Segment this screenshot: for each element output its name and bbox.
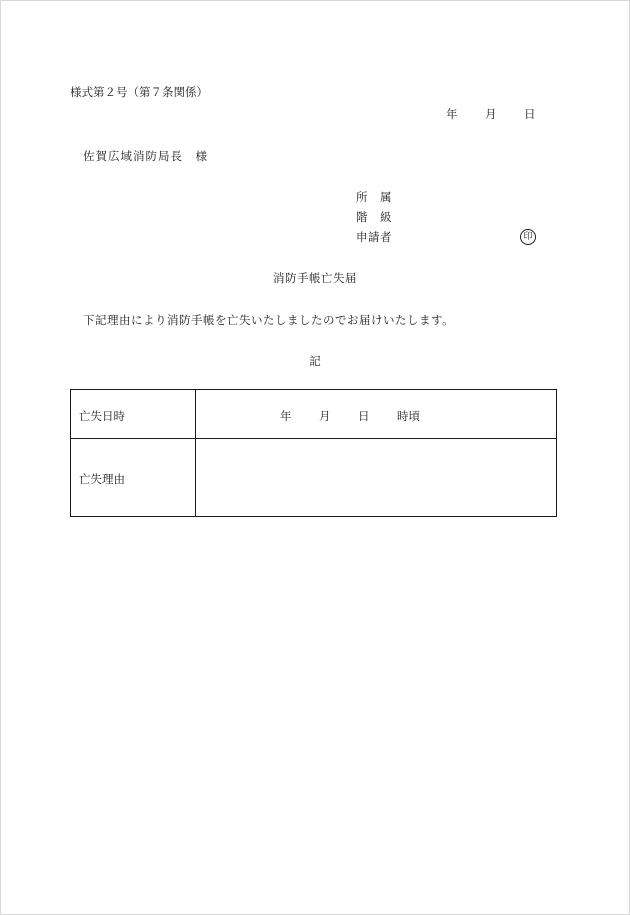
loss-reason-label: 亡失理由 [79,472,125,486]
date-month-label: 月 [485,107,497,121]
addressee: 佐賀広域消防局長 様 [83,149,208,163]
loss-hour-label: 時頃 [397,409,420,423]
affiliation-label: 所 属 [356,190,392,204]
form-number: 様式第２号（第７条関係） [70,85,208,99]
date-year-label: 年 [446,107,458,121]
rank-label: 階 級 [356,210,392,224]
ki-marker: 記 [309,354,321,368]
document-title: 消防手帳亡失届 [273,271,357,285]
loss-record-table [70,389,557,517]
table-row-divider [71,438,556,439]
body-text: 下記理由により消防手帳を亡失いたしましたのでお届けいたします。 [83,313,455,327]
date-day-label: 日 [524,107,536,121]
seal-icon: 印 [520,229,536,245]
loss-year-label: 年 [280,409,292,423]
loss-month-label: 月 [319,409,331,423]
applicant-label: 申請者 [356,230,392,244]
table-column-divider [195,390,196,516]
loss-day-label: 日 [358,409,370,423]
loss-datetime-label: 亡失日時 [79,409,125,423]
